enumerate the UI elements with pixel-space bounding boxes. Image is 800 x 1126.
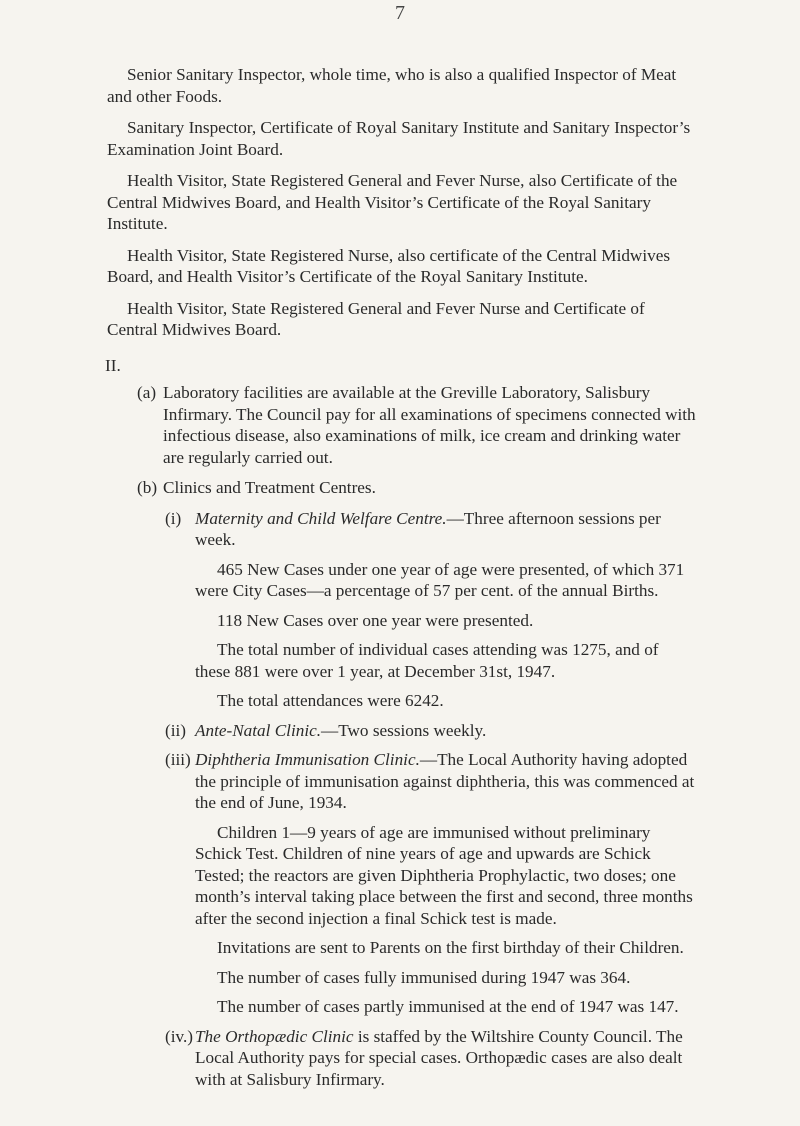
subsection-a [137, 382, 697, 468]
clinic-title: Ante-Natal Clinic. [195, 720, 322, 740]
clinic-title: The Orthopædic Clinic [195, 1026, 354, 1046]
staff-list [107, 64, 697, 341]
clinic-text: —Three afternoon sessions per week. [195, 508, 661, 549]
clinic-paragraph: The number of cases fully immunised during 1947 was 364. [217, 967, 631, 987]
clinic-title: Maternity and Child Welfare Centre. [195, 508, 447, 528]
page-body [107, 64, 697, 1098]
clinic-paragraph: 118 New Cases over one year were presented. [217, 610, 534, 630]
clinic-diphtheria [165, 749, 697, 1018]
section-number: II. [105, 355, 121, 375]
clinic-paragraph: The total number of individual cases attending was 1275, and of these 881 were over 1 year, at December 31st, 1947. [195, 640, 659, 681]
subsection-text: Clinics and Treatment Centres. [163, 478, 376, 497]
subsection-b [137, 477, 697, 499]
clinic-label: (iii) [165, 750, 191, 769]
clinic-paragraph: 465 New Cases under one year of age were presented, of which 371 were City Cases—a percentage of 57 per cent. of the annual Births. [195, 559, 685, 600]
page-number: 7 [395, 2, 405, 24]
clinic-paragraph: The total attendances were 6242. [217, 691, 444, 710]
staff-item: Health Visitor, State Registered Nurse, also certificate of the Central Midwives Board, and Health Visitor’s Certificate of the Royal Sanitary Institute. [107, 245, 671, 286]
clinic-paragraph: Invitations are sent to Parents on the first birthday of their Children. [217, 938, 684, 957]
clinic-ante-natal [165, 720, 697, 742]
clinic-label: (iv.) [165, 1026, 193, 1046]
clinic-text: —The Local Authority having adopted the principle of immunisation against diphtheria, this was commenced at the end of June, 1934. [195, 750, 695, 812]
staff-item: Health Visitor, State Registered General and Fever Nurse, also Certificate of the Central Midwives Board, and Health Visitor’s Certificate of the Royal Sanitary Institute. [107, 171, 678, 233]
clinic-label: (ii) [165, 720, 186, 740]
clinic-paragraph: Children 1—9 years of age are immunised without preliminary Schick Test. Children of nine years of age and upwards are Schick Tested; the reactors are given Diphtheria Prophylactic, two doses; one month’s interval taking place between the first and second, three months after the second injection a final Schick test is made. [195, 822, 693, 928]
subsection-text: Laboratory facilities are available at the Greville Laboratory, Salisbury Infirmary. The Council pay for all examinations of specimens connected with infectious disease, also examinations of milk, ice cream and drinking water are regularly carried out. [163, 383, 696, 467]
subsection-label: (a) [137, 383, 157, 402]
staff-item: Sanitary Inspector, Certificate of Royal Sanitary Institute and Sanitary Inspector’s Examination Joint Board. [107, 118, 691, 159]
clinic-paragraph: The number of cases partly immunised at the end of 1947 was 147. [217, 997, 679, 1016]
subsection-label: (b) [137, 478, 158, 497]
staff-item: Senior Sanitary Inspector, whole time, who is also a qualified Inspector of Meat and other Foods. [107, 65, 677, 106]
clinic-text: is staffed by the Wiltshire County Council. The Local Authority pays for special cases. Orthopædic cases are also dealt with at Salisbury Infirmary. [195, 1026, 683, 1089]
staff-item: Health Visitor, State Registered General and Fever Nurse and Certificate of Central Midwives Board. [107, 298, 645, 339]
clinic-text: —Two sessions weekly. [321, 720, 487, 740]
clinic-label: (i) [165, 508, 182, 528]
clinic-maternity [165, 508, 697, 712]
clinic-title: Diphtheria Immunisation Clinic. [195, 750, 420, 769]
clinic-orthopaedic [165, 1026, 697, 1091]
